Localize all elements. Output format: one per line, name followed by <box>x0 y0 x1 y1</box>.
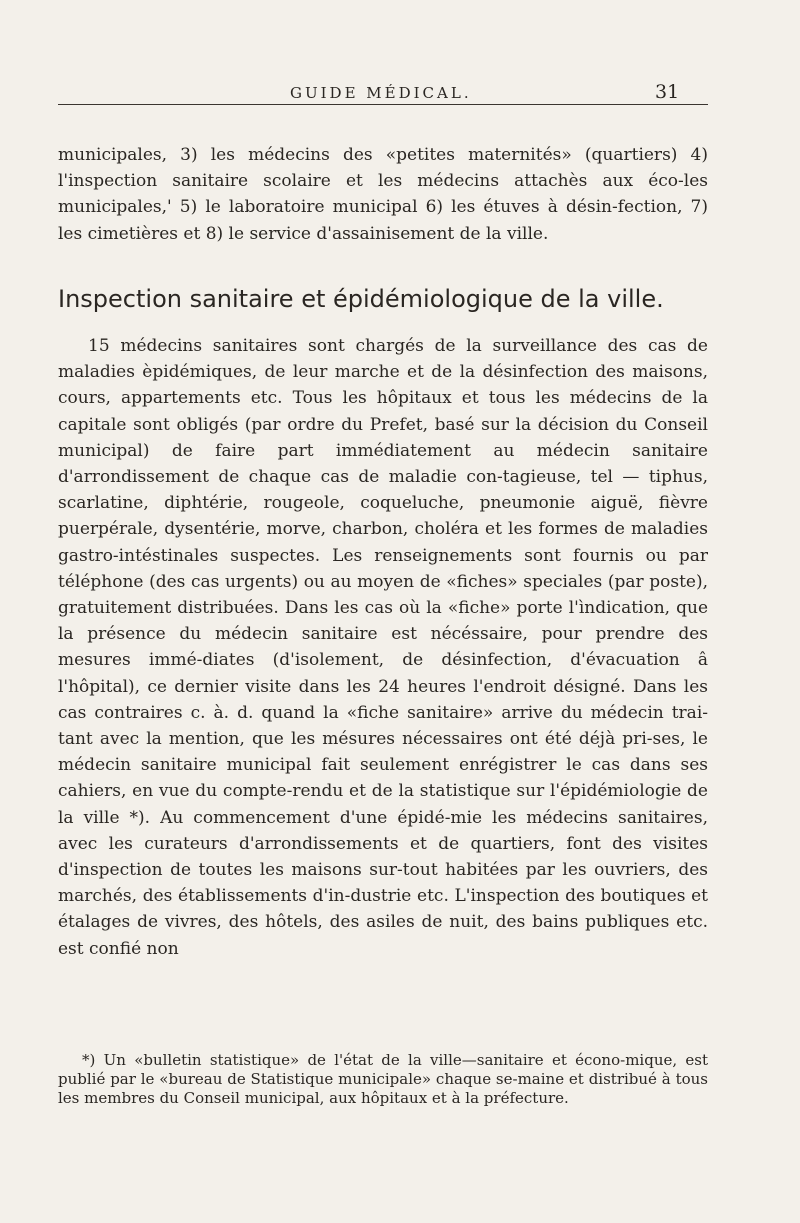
footnote <box>58 1051 708 1107</box>
header-rule <box>58 104 708 105</box>
page-number: 31 <box>655 81 680 103</box>
paragraph-intro: municipales, 3) les médecins des «petites maternités» (quartiers) 4) l'inspection sanitaire scolaire et les médecins attachès aux éco-les municipales,' 5) le laboratoire municipal 6) les étuves à désin-fection, 7) les cimetières et 8) le service d'assainisement de la ville. <box>58 145 708 244</box>
running-title: GUIDE MÉDICAL. <box>290 84 472 102</box>
paragraph-inspection: 15 médecins sanitaires sont chargés de la surveillance des cas de maladies èpidémiques, de leur marche et de la désinfection des maisons, cours, appartements etc. Tous les hôpitaux et tous les médecins de la capitale sont obligés (par ordre du Prefet, basé sur la décision du Conseil municipal) de faire part immédiatement au médecin sanitaire d'arrondissement de chaque cas de maladie con-tagieuse, tel — tiphus, scarlatine, diphtérie, rougeole, coqueluche, pneumonie aiguë, fièvre puerpérale, dysentérie, morve, charbon, choléra et les formes de maladies gastro-intéstinales suspectes. Les renseignements sont fournis ou par téléphone (des cas urgents) ou au moyen de «fiches» speciales (par poste), gratuitement distribuées. Dans les cas où la «fiche» porte l'ìndication, que la présence du médecin sanitaire est nécéssaire, pour prendre des mesures immé-diates (d'isolement, de désinfection, d'évacuation â l'hôpital), ce dernier visite dans les 24 heures l'endroit désigné. Dans les cas contraires c. à. d. quand la «fiche sanitaire» arrive du médecin trai-tant avec la mention, que les mésures nécessaires ont été déjà pri-ses, le médecin sanitaire municipal fait seulement enrégistrer le cas dans ses cahiers, en vue du compte-rendu et de la statistique sur l'épidémiologie de la ville *). Au commencement d'une épidé-mie les médecins sanitaires, avec les curateurs d'arrondissements et de quartiers, font des visites d'inspection de toutes les maisons sur-tout habitées par les ouvriers, des marchés, des établissements d'in-dustrie etc. L'inspection des boutiques et étalages de vivres, des hôtels, des asiles de nuit, des bains publiques etc. est confié non <box>58 336 708 959</box>
footnote-text: *) Un «bulletin statistique» de l'état de la ville—sanitaire et écono-mique, est publié par le «bureau de Statistique municipale» chaque se-maine et distribué à tous les membres du Conseil municipal, aux hôpitaux et à la préfecture. <box>58 1051 708 1107</box>
section-heading: Inspection sanitaire et épidémiologique de la ville. <box>58 285 664 313</box>
